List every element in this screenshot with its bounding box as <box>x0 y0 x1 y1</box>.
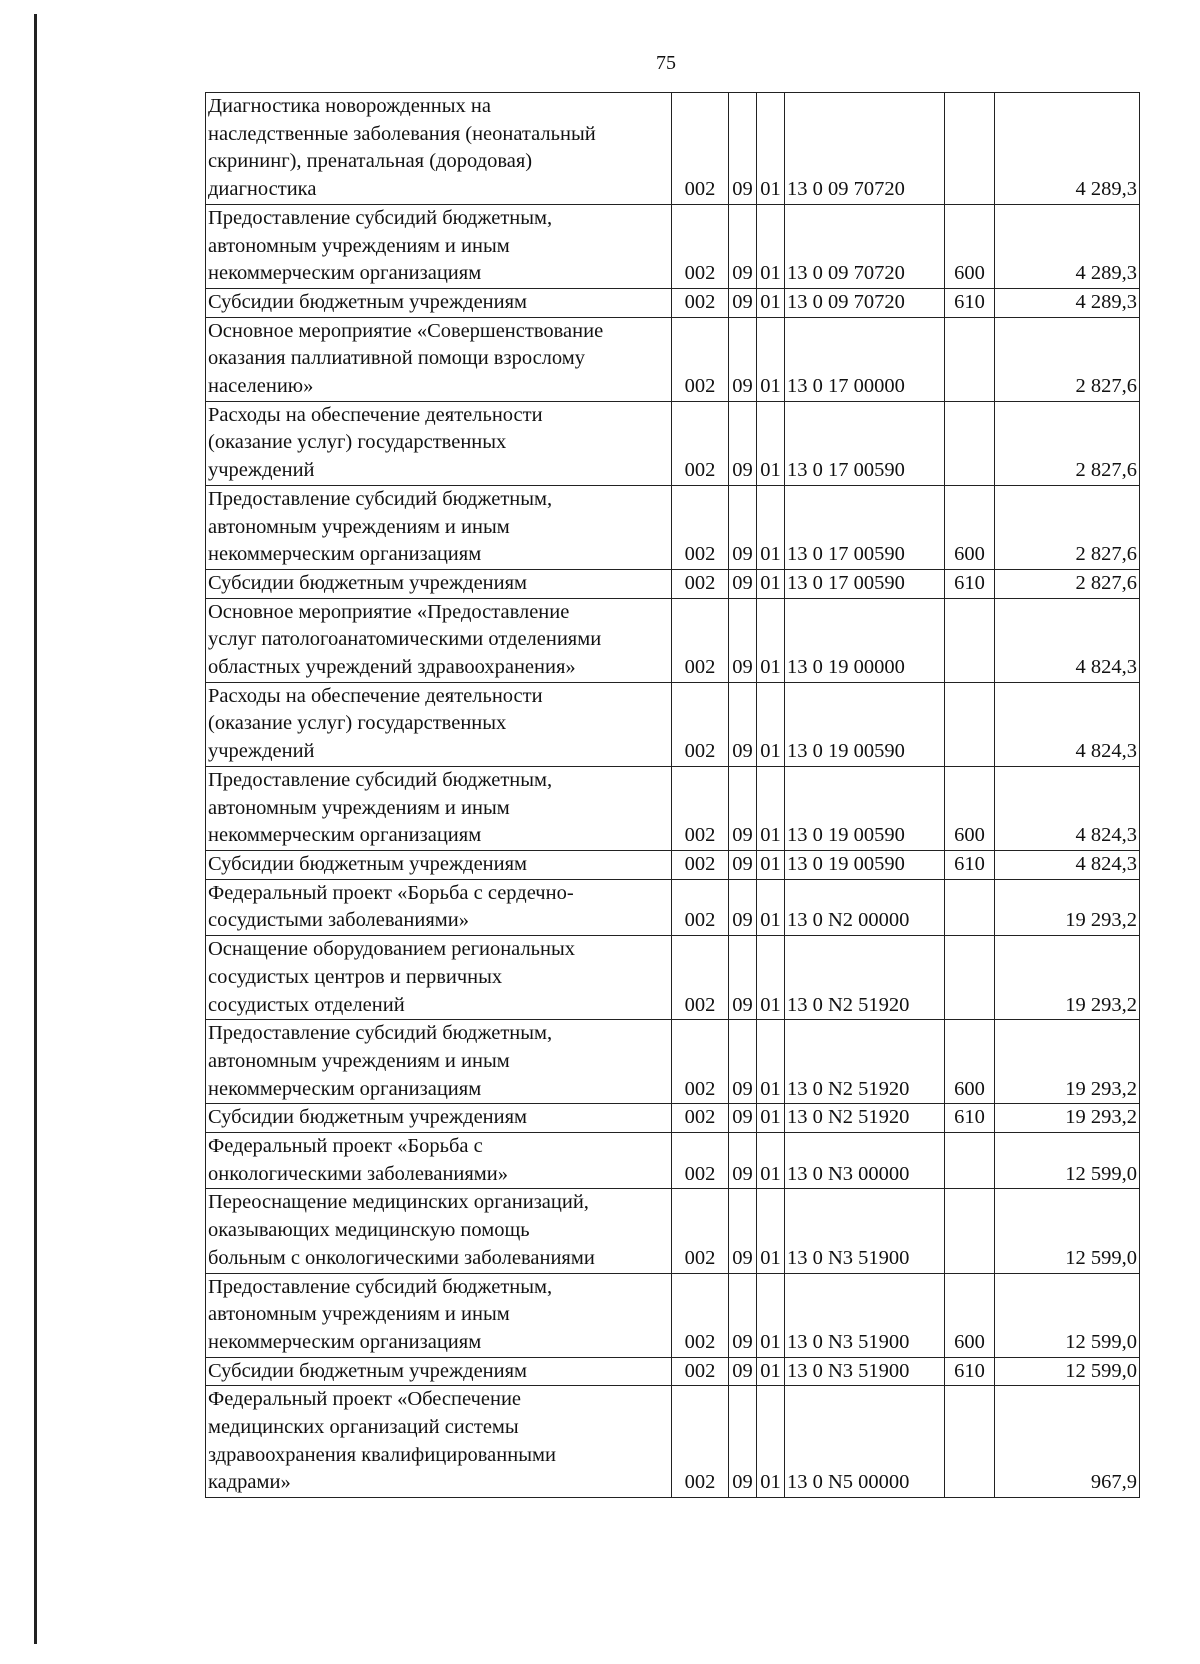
row-name-cell: Расходы на обеспечение деятельности (оказание услуг) государственных учреждений <box>206 682 672 766</box>
row-ved-cell: 002 <box>672 288 729 317</box>
row-vr-cell: 610 <box>945 1104 995 1133</box>
row-ved-cell: 002 <box>672 1386 729 1498</box>
row-csr-cell: 13 0 09 70720 <box>785 288 945 317</box>
row-rz-cell: 09 <box>729 598 757 682</box>
row-vr-cell: 600 <box>945 1020 995 1104</box>
row-name-cell: Основное мероприятие «Совершенствование оказания паллиативной помощи взрослому населению» <box>206 317 672 401</box>
row-rz-cell: 09 <box>729 1133 757 1189</box>
row-rz-cell: 09 <box>729 569 757 598</box>
table-row <box>206 204 1140 288</box>
row-rz-cell: 09 <box>729 879 757 935</box>
budget-table-body <box>206 93 1140 1498</box>
binding-line <box>34 14 37 1644</box>
row-ved-cell: 002 <box>672 598 729 682</box>
row-pr-cell: 01 <box>757 936 785 1020</box>
row-ved-cell: 002 <box>672 1133 729 1189</box>
row-vr-cell <box>945 682 995 766</box>
row-pr-cell: 01 <box>757 1273 785 1357</box>
row-name-cell: Субсидии бюджетным учреждениям <box>206 850 672 879</box>
row-vr-cell: 610 <box>945 850 995 879</box>
table-row <box>206 1020 1140 1104</box>
row-ved-cell: 002 <box>672 1020 729 1104</box>
row-name-cell: Субсидии бюджетным учреждениям <box>206 1104 672 1133</box>
row-pr-cell: 01 <box>757 879 785 935</box>
row-pr-cell: 01 <box>757 288 785 317</box>
row-rz-cell: 09 <box>729 1273 757 1357</box>
row-csr-cell: 13 0 N3 00000 <box>785 1133 945 1189</box>
row-csr-cell: 13 0 N3 51900 <box>785 1273 945 1357</box>
row-rz-cell: 09 <box>729 1357 757 1386</box>
row-csr-cell: 13 0 17 00000 <box>785 317 945 401</box>
row-sum-cell: 4 289,3 <box>995 288 1140 317</box>
row-pr-cell: 01 <box>757 1357 785 1386</box>
row-sum-cell: 4 289,3 <box>995 204 1140 288</box>
row-name-cell: Основное мероприятие «Предоставление услуг патологоанатомическими отделениями областных учреждений здравоохранения» <box>206 598 672 682</box>
row-csr-cell: 13 0 17 00590 <box>785 485 945 569</box>
row-csr-cell: 13 0 N3 51900 <box>785 1189 945 1273</box>
row-csr-cell: 13 0 19 00590 <box>785 766 945 850</box>
row-name-cell: Предоставление субсидий бюджетным, автономным учреждениям и иным некоммерческим организациям <box>206 1020 672 1104</box>
table-row <box>206 879 1140 935</box>
row-sum-cell: 4 824,3 <box>995 850 1140 879</box>
row-pr-cell: 01 <box>757 766 785 850</box>
row-vr-cell: 610 <box>945 288 995 317</box>
row-csr-cell: 13 0 N2 51920 <box>785 1104 945 1133</box>
table-row <box>206 485 1140 569</box>
row-vr-cell <box>945 93 995 205</box>
row-csr-cell: 13 0 09 70720 <box>785 93 945 205</box>
row-sum-cell: 12 599,0 <box>995 1273 1140 1357</box>
row-sum-cell: 4 824,3 <box>995 598 1140 682</box>
row-rz-cell: 09 <box>729 1104 757 1133</box>
row-sum-cell: 4 824,3 <box>995 682 1140 766</box>
row-rz-cell: 09 <box>729 204 757 288</box>
row-sum-cell: 2 827,6 <box>995 401 1140 485</box>
row-pr-cell: 01 <box>757 1189 785 1273</box>
row-rz-cell: 09 <box>729 288 757 317</box>
row-csr-cell: 13 0 09 70720 <box>785 204 945 288</box>
row-pr-cell: 01 <box>757 401 785 485</box>
row-pr-cell: 01 <box>757 1020 785 1104</box>
row-name-cell: Субсидии бюджетным учреждениям <box>206 288 672 317</box>
row-pr-cell: 01 <box>757 1133 785 1189</box>
row-ved-cell: 002 <box>672 93 729 205</box>
row-name-cell: Предоставление субсидий бюджетным, автономным учреждениям и иным некоммерческим организациям <box>206 1273 672 1357</box>
row-vr-cell <box>945 879 995 935</box>
table-row <box>206 1386 1140 1498</box>
row-rz-cell: 09 <box>729 682 757 766</box>
row-ved-cell: 002 <box>672 1273 729 1357</box>
table-row <box>206 93 1140 205</box>
row-vr-cell: 600 <box>945 485 995 569</box>
row-ved-cell: 002 <box>672 682 729 766</box>
row-rz-cell: 09 <box>729 936 757 1020</box>
row-rz-cell: 09 <box>729 317 757 401</box>
row-pr-cell: 01 <box>757 1386 785 1498</box>
row-name-cell: Расходы на обеспечение деятельности (оказание услуг) государственных учреждений <box>206 401 672 485</box>
table-row <box>206 1357 1140 1386</box>
row-ved-cell: 002 <box>672 1104 729 1133</box>
row-pr-cell: 01 <box>757 850 785 879</box>
row-sum-cell: 2 827,6 <box>995 317 1140 401</box>
row-vr-cell <box>945 936 995 1020</box>
row-csr-cell: 13 0 N2 00000 <box>785 879 945 935</box>
row-ved-cell: 002 <box>672 317 729 401</box>
row-rz-cell: 09 <box>729 1386 757 1498</box>
row-rz-cell: 09 <box>729 1020 757 1104</box>
table-row <box>206 569 1140 598</box>
row-rz-cell: 09 <box>729 1189 757 1273</box>
row-csr-cell: 13 0 19 00000 <box>785 598 945 682</box>
row-csr-cell: 13 0 19 00590 <box>785 850 945 879</box>
row-ved-cell: 002 <box>672 401 729 485</box>
table-row <box>206 1189 1140 1273</box>
row-name-cell: Предоставление субсидий бюджетным, автономным учреждениям и иным некоммерческим организациям <box>206 204 672 288</box>
table-row <box>206 317 1140 401</box>
row-csr-cell: 13 0 N5 00000 <box>785 1386 945 1498</box>
row-sum-cell: 12 599,0 <box>995 1133 1140 1189</box>
row-ved-cell: 002 <box>672 204 729 288</box>
row-name-cell: Субсидии бюджетным учреждениям <box>206 569 672 598</box>
table-row <box>206 401 1140 485</box>
row-rz-cell: 09 <box>729 485 757 569</box>
row-csr-cell: 13 0 N2 51920 <box>785 1020 945 1104</box>
row-ved-cell: 002 <box>672 766 729 850</box>
row-vr-cell: 600 <box>945 204 995 288</box>
row-sum-cell: 19 293,2 <box>995 1020 1140 1104</box>
row-rz-cell: 09 <box>729 93 757 205</box>
row-csr-cell: 13 0 N3 51900 <box>785 1357 945 1386</box>
row-vr-cell <box>945 317 995 401</box>
row-sum-cell: 19 293,2 <box>995 1104 1140 1133</box>
table-row <box>206 598 1140 682</box>
row-name-cell: Субсидии бюджетным учреждениям <box>206 1357 672 1386</box>
row-pr-cell: 01 <box>757 598 785 682</box>
row-csr-cell: 13 0 17 00590 <box>785 569 945 598</box>
row-sum-cell: 967,9 <box>995 1386 1140 1498</box>
row-vr-cell: 610 <box>945 569 995 598</box>
row-sum-cell: 2 827,6 <box>995 569 1140 598</box>
row-name-cell: Диагностика новорожденных на наследственные заболевания (неонатальный скрининг), пренатальная (дородовая) диагностика <box>206 93 672 205</box>
row-pr-cell: 01 <box>757 682 785 766</box>
row-name-cell: Переоснащение медицинских организаций, оказывающих медицинскую помощь больным с онкологическими заболеваниями <box>206 1189 672 1273</box>
row-csr-cell: 13 0 19 00590 <box>785 682 945 766</box>
table-row <box>206 1273 1140 1357</box>
row-sum-cell: 4 824,3 <box>995 766 1140 850</box>
row-csr-cell: 13 0 N2 51920 <box>785 936 945 1020</box>
row-pr-cell: 01 <box>757 93 785 205</box>
row-sum-cell: 12 599,0 <box>995 1189 1140 1273</box>
table-row <box>206 1104 1140 1133</box>
row-ved-cell: 002 <box>672 850 729 879</box>
row-pr-cell: 01 <box>757 317 785 401</box>
row-name-cell: Федеральный проект «Борьба с онкологическими заболеваниями» <box>206 1133 672 1189</box>
row-rz-cell: 09 <box>729 766 757 850</box>
row-sum-cell: 2 827,6 <box>995 485 1140 569</box>
row-vr-cell <box>945 598 995 682</box>
row-sum-cell: 19 293,2 <box>995 936 1140 1020</box>
row-ved-cell: 002 <box>672 1357 729 1386</box>
row-ved-cell: 002 <box>672 1189 729 1273</box>
row-vr-cell <box>945 401 995 485</box>
table-row <box>206 682 1140 766</box>
row-pr-cell: 01 <box>757 485 785 569</box>
row-ved-cell: 002 <box>672 485 729 569</box>
row-name-cell: Федеральный проект «Обеспечение медицинских организаций системы здравоохранения квалифицированными кадрами» <box>206 1386 672 1498</box>
row-vr-cell <box>945 1133 995 1189</box>
page-number: 75 <box>656 52 676 74</box>
row-rz-cell: 09 <box>729 850 757 879</box>
row-ved-cell: 002 <box>672 569 729 598</box>
table-row <box>206 288 1140 317</box>
row-vr-cell: 600 <box>945 766 995 850</box>
row-name-cell: Предоставление субсидий бюджетным, автономным учреждениям и иным некоммерческим организациям <box>206 766 672 850</box>
table-row <box>206 936 1140 1020</box>
row-pr-cell: 01 <box>757 569 785 598</box>
row-rz-cell: 09 <box>729 401 757 485</box>
row-sum-cell: 19 293,2 <box>995 879 1140 935</box>
row-name-cell: Предоставление субсидий бюджетным, автономным учреждениям и иным некоммерческим организациям <box>206 485 672 569</box>
row-vr-cell <box>945 1386 995 1498</box>
table-row <box>206 850 1140 879</box>
row-sum-cell: 4 289,3 <box>995 93 1140 205</box>
row-ved-cell: 002 <box>672 936 729 1020</box>
row-vr-cell: 610 <box>945 1357 995 1386</box>
budget-table <box>205 92 1140 1498</box>
row-name-cell: Федеральный проект «Борьба с сердечно- сосудистыми заболеваниями» <box>206 879 672 935</box>
row-pr-cell: 01 <box>757 204 785 288</box>
row-vr-cell <box>945 1189 995 1273</box>
row-csr-cell: 13 0 17 00590 <box>785 401 945 485</box>
row-sum-cell: 12 599,0 <box>995 1357 1140 1386</box>
row-ved-cell: 002 <box>672 879 729 935</box>
row-name-cell: Оснащение оборудованием региональных сосудистых центров и первичных сосудистых отделений <box>206 936 672 1020</box>
row-pr-cell: 01 <box>757 1104 785 1133</box>
row-vr-cell: 600 <box>945 1273 995 1357</box>
table-row <box>206 1133 1140 1189</box>
table-row <box>206 766 1140 850</box>
